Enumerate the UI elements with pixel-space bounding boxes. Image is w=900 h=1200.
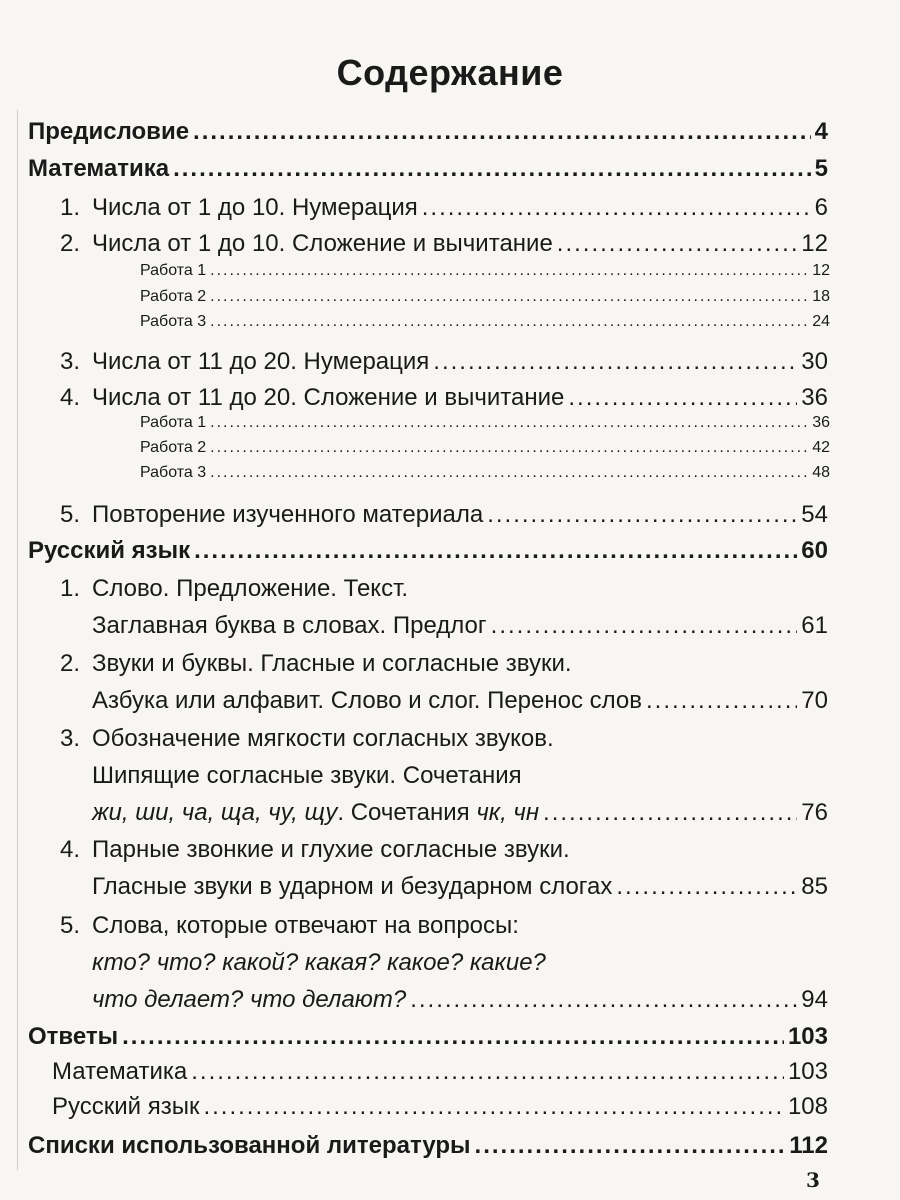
toc-entry [28, 118, 828, 150]
dot-leader [191, 1058, 784, 1086]
dot-leader [487, 501, 797, 529]
dot-leader [210, 288, 808, 306]
entry-number: 4. [60, 384, 81, 411]
dot-leader [210, 464, 808, 482]
dot-leader [203, 1093, 783, 1121]
entry-title: Русский язык [28, 537, 191, 564]
toc-entry-continuation [60, 762, 828, 794]
entry-number: 2. [60, 650, 81, 677]
toc-entry [140, 464, 830, 496]
dot-leader [410, 986, 797, 1014]
entry-page-number: 70 [801, 687, 828, 714]
entry-title: Работа 1 [140, 262, 207, 279]
entry-title: Математика [28, 155, 170, 182]
entry-page-number: 4 [814, 118, 828, 145]
entry-title: Слово. Предложение. Текст. [92, 575, 409, 602]
page-number: 3 [806, 1168, 820, 1192]
toc-entry [60, 650, 828, 682]
page-edge-line [17, 110, 18, 1170]
toc-entry [28, 1132, 828, 1164]
entry-page-number: 60 [801, 537, 828, 564]
toc-entry [28, 155, 828, 187]
dot-leader [210, 313, 808, 331]
dot-leader [557, 230, 798, 258]
entry-page-number: 6 [814, 194, 828, 221]
entry-page-number: 85 [801, 873, 828, 900]
entry-number: 4. [60, 836, 81, 863]
entry-page-number: 94 [801, 986, 828, 1013]
entry-page-number: 48 [812, 464, 830, 481]
toc-entry-continuation [60, 687, 828, 719]
entry-page-number: 5 [814, 155, 828, 182]
entry-title: Работа 3 [140, 313, 207, 330]
dot-leader [568, 384, 797, 412]
dot-leader [122, 1023, 784, 1051]
entry-page-number: 12 [801, 230, 828, 257]
entry-page-number: 24 [812, 313, 830, 330]
toc-entry [140, 313, 830, 345]
entry-title: Повторение изученного материала [92, 501, 484, 528]
toc-entry [60, 912, 828, 944]
toc-entry-continuation [60, 873, 828, 905]
entry-title: Русский язык [52, 1093, 200, 1120]
dot-leader [543, 799, 797, 827]
entry-title: Обозначение мягкости согласных звуков. [92, 725, 554, 752]
entry-title: Работа 2 [140, 288, 207, 305]
entry-page-number: 30 [801, 348, 828, 375]
entry-title: Слова, которые отвечают на вопросы: [92, 912, 519, 939]
entry-number: 5. [60, 501, 81, 528]
entry-page-number: 42 [812, 439, 830, 456]
entry-title: Азбука или алфавит. Слово и слог. Перенос слов [92, 687, 642, 714]
entry-title: Математика [52, 1058, 188, 1085]
toc-entry [52, 1093, 828, 1125]
entry-title: Числа от 1 до 10. Сложение и вычитание [92, 230, 553, 257]
toc-entry-continuation [60, 949, 828, 981]
toc-entry [60, 194, 828, 226]
page-title: Содержание [336, 52, 564, 93]
toc-entry [52, 1058, 828, 1090]
dot-leader [433, 348, 797, 376]
entry-title: чк, чн [476, 799, 540, 826]
toc-entry [60, 575, 828, 607]
entry-title: Работа 3 [140, 464, 207, 481]
entry-page-number: 112 [789, 1132, 828, 1159]
entry-page-number: 103 [787, 1023, 828, 1050]
entry-page-number: 36 [812, 414, 830, 431]
toc-entry-continuation [60, 612, 828, 644]
entry-page-number: 18 [812, 288, 830, 305]
entry-number: 3. [60, 725, 81, 752]
entry-title: Гласные звуки в ударном и безударном слогах [92, 873, 613, 900]
entry-number: 3. [60, 348, 81, 375]
entry-title: жи, ши, ча, ща, чу, щу [92, 799, 338, 826]
toc-entry [28, 1023, 828, 1055]
toc-entry [60, 501, 828, 533]
dot-leader [210, 262, 808, 280]
entry-title: Работа 1 [140, 414, 207, 431]
toc-entry-continuation [60, 986, 828, 1018]
entry-page-number: 76 [801, 799, 828, 826]
dot-leader [194, 537, 797, 565]
toc-entry [60, 725, 828, 757]
entry-page-number: 54 [801, 501, 828, 528]
dot-leader [210, 439, 808, 457]
entry-page-number: 108 [787, 1093, 828, 1120]
entry-title: Шипящие согласные звуки. Сочетания [92, 762, 522, 789]
entry-title: Числа от 11 до 20. Нумерация [92, 348, 430, 375]
dot-leader [491, 612, 798, 640]
entry-page-number: 36 [801, 384, 828, 411]
toc-entry [60, 348, 828, 380]
entry-title: Числа от 11 до 20. Сложение и вычитание [92, 384, 565, 411]
entry-number: 1. [60, 194, 81, 221]
dot-leader [193, 118, 811, 146]
entry-title: Работа 2 [140, 439, 207, 456]
entry-title: Парные звонкие и глухие согласные звуки. [92, 836, 570, 863]
dot-leader [173, 155, 811, 183]
entry-title: Списки использованной литературы [28, 1132, 471, 1159]
dot-leader [422, 194, 811, 222]
toc-entry-continuation [60, 799, 828, 831]
entry-title: Ответы [28, 1023, 119, 1050]
toc-entry [60, 230, 828, 262]
entry-page-number: 12 [812, 262, 830, 279]
toc-entry [28, 537, 828, 569]
entry-page-number: 61 [801, 612, 828, 639]
entry-title: Звуки и буквы. Гласные и согласные звуки. [92, 650, 572, 677]
dot-leader [616, 873, 797, 901]
entry-title: Предисловие [28, 118, 190, 145]
dot-leader [646, 687, 797, 715]
entry-page-number: 103 [787, 1058, 828, 1085]
entry-number: 1. [60, 575, 81, 602]
entry-title: Числа от 1 до 10. Нумерация [92, 194, 418, 221]
dot-leader [210, 414, 808, 432]
toc-entry [60, 384, 828, 416]
entry-number: 2. [60, 230, 81, 257]
dot-leader [475, 1132, 786, 1160]
entry-title: . Сочетания [337, 799, 477, 826]
entry-title: Заглавная буква в словах. Предлог [92, 612, 487, 639]
entry-number: 5. [60, 912, 81, 939]
toc-entry [60, 836, 828, 868]
entry-title: кто? что? какой? какая? какое? какие? [92, 949, 546, 976]
entry-title: что делает? что делают? [92, 986, 407, 1013]
